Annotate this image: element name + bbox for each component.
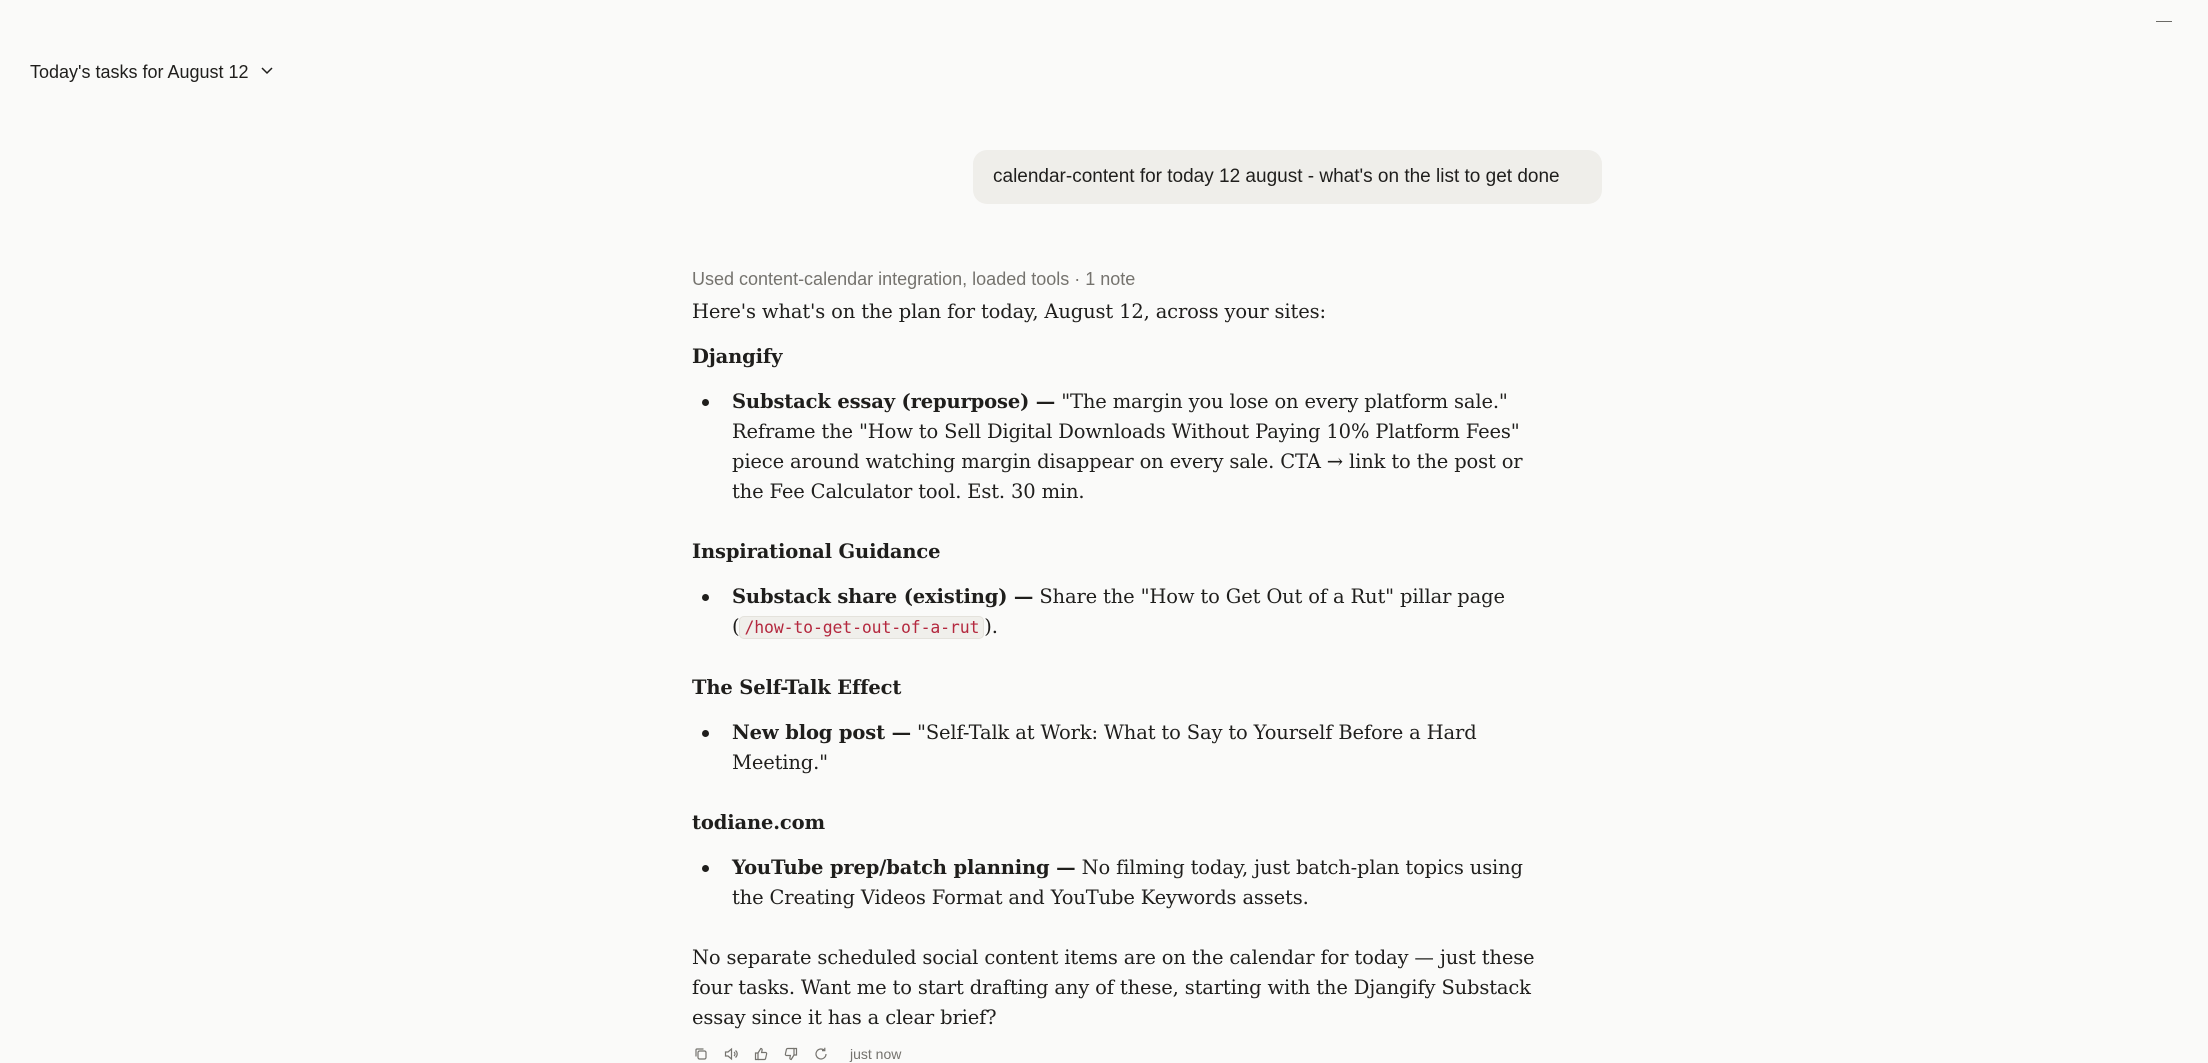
- task-lead: Substack share (existing) —: [732, 585, 1034, 608]
- section-heading-todiane: todiane.com: [692, 811, 825, 834]
- response-intro: Here's what's on the plan for today, August 12, across your sites:: [692, 300, 1326, 323]
- list-item: [692, 718, 1552, 778]
- task-text-end: ).: [984, 615, 998, 638]
- conversation-title: Today's tasks for August 12: [30, 62, 249, 82]
- read-aloud-icon[interactable]: [722, 1045, 740, 1063]
- task-list-self-talk-effect: [692, 718, 1552, 778]
- copy-icon[interactable]: [692, 1045, 710, 1063]
- task-list-inspirational-guidance: [692, 582, 1552, 643]
- task-text: "Self-Talk at Work: What to Say to Yourself Before a Hard Meeting.": [732, 721, 1477, 774]
- minimize-icon[interactable]: [2156, 14, 2172, 26]
- task-lead: YouTube prep/batch planning —: [732, 856, 1076, 879]
- section-heading-inspirational-guidance: Inspirational Guidance: [692, 540, 941, 563]
- list-item: [692, 853, 1552, 913]
- list-item: [692, 387, 1552, 507]
- task-lead: New blog post —: [732, 721, 911, 744]
- task-text: Share the "How to Get Out of a Rut" pillar page (: [732, 585, 1505, 638]
- tool-usage-note[interactable]: Used content-calendar integration, loaded tools · 1 note: [692, 269, 1136, 289]
- assistant-response: [692, 265, 1552, 1063]
- chevron-down-icon: [257, 60, 277, 85]
- retry-icon[interactable]: [812, 1045, 830, 1063]
- task-list-djangify: [692, 387, 1552, 507]
- response-closing: No separate scheduled social content items are on the calendar for today — just these four tasks. Want me to start drafting any of these, starting with the Djangify Substack essay since it has a clear brief?: [692, 946, 1535, 1029]
- message-timestamp: just now: [850, 1046, 902, 1062]
- section-heading-djangify: Djangify: [692, 345, 783, 368]
- user-message-text: calendar-content for today 12 august - what's on the list to get done: [993, 166, 1560, 187]
- task-text: No filming today, just batch-plan topics using the Creating Videos Format and YouTube Keywords assets.: [732, 856, 1523, 909]
- user-message: [973, 150, 1602, 204]
- task-text: "The margin you lose on every platform sale." Reframe the "How to Sell Digital Downloads Without Paying 10% Platform Fees" piece around watching margin disappear on every sale. CTA → link to the post or the Fee Calculator tool. Est. 30 min.: [732, 390, 1523, 503]
- task-lead: Substack essay (repurpose) —: [732, 390, 1056, 413]
- section-heading-self-talk-effect: The Self-Talk Effect: [692, 676, 902, 699]
- task-list-todiane: [692, 853, 1552, 913]
- message-actions: [692, 1045, 1552, 1063]
- conversation-title-dropdown[interactable]: [30, 60, 277, 85]
- list-item: [692, 582, 1552, 643]
- thumbs-down-icon[interactable]: [782, 1045, 800, 1063]
- inline-code-path: /how-to-get-out-of-a-rut: [739, 616, 984, 639]
- thumbs-up-icon[interactable]: [752, 1045, 770, 1063]
